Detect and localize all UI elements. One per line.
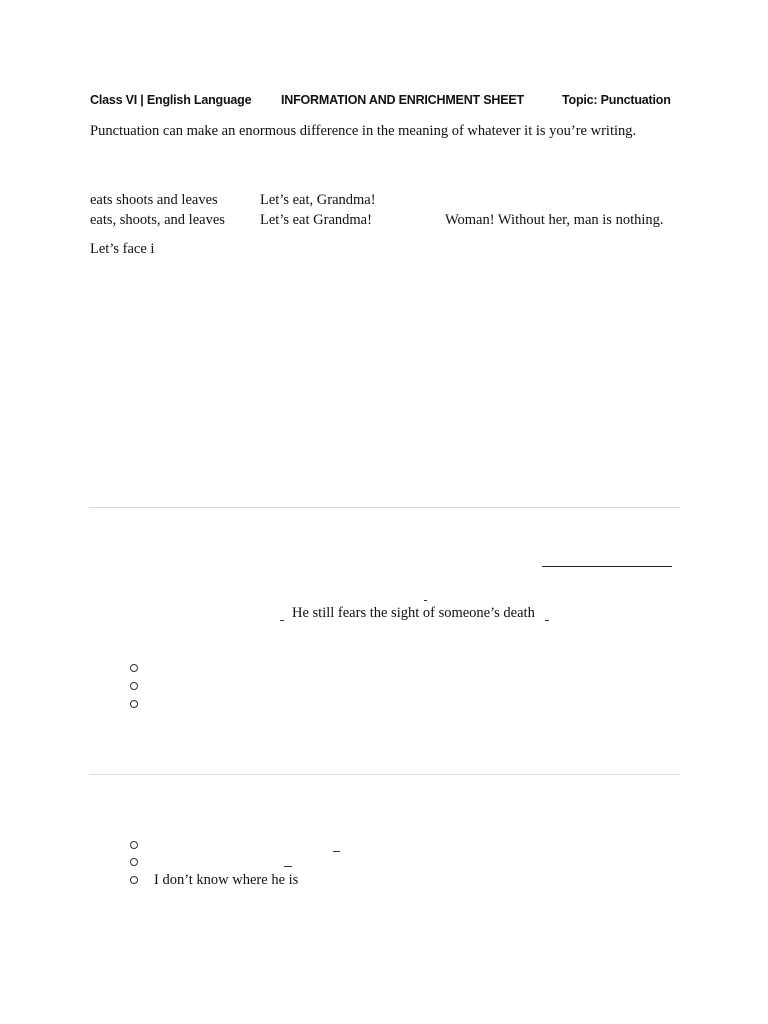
example-eats-shoots-2: eats, shoots, and leaves bbox=[90, 212, 225, 228]
section-divider-1 bbox=[89, 507, 680, 508]
header-sheet-title: INFORMATION AND ENRICHMENT SHEET bbox=[281, 93, 524, 107]
truncated-sentence: Let’s face i bbox=[90, 241, 155, 257]
blank-mark-item1 bbox=[333, 851, 340, 852]
blank-mark-above bbox=[424, 600, 427, 601]
list-bullet-6 bbox=[130, 876, 138, 884]
list-bullet-1 bbox=[130, 664, 138, 672]
list-bullet-4 bbox=[130, 841, 138, 849]
intro-paragraph: Punctuation can make an enormous difference in the meaning of whatever it is you’re writing. bbox=[90, 123, 637, 139]
header-class-subject: Class VI | English Language bbox=[90, 93, 252, 107]
blank-mark-end bbox=[545, 620, 549, 621]
example-woman: Woman! Without her, man is nothing. bbox=[445, 212, 664, 228]
section2-sentence: He still fears the sight of someone’s death bbox=[292, 605, 535, 621]
example-grandma-1: Let’s eat, Grandma! bbox=[260, 192, 376, 208]
example-grandma-2: Let’s eat Grandma! bbox=[260, 212, 372, 228]
list-bullet-2 bbox=[130, 682, 138, 690]
answer-blank-line bbox=[542, 566, 672, 567]
header-topic: Topic: Punctuation bbox=[562, 93, 671, 107]
section-divider-2 bbox=[89, 774, 680, 775]
list-bullet-5 bbox=[130, 858, 138, 866]
section3-item3: I don’t know where he is bbox=[154, 872, 299, 888]
blank-mark-start bbox=[280, 620, 284, 621]
example-eats-shoots-1: eats shoots and leaves bbox=[90, 192, 218, 208]
list-bullet-3 bbox=[130, 700, 138, 708]
blank-mark-item2 bbox=[284, 866, 292, 867]
